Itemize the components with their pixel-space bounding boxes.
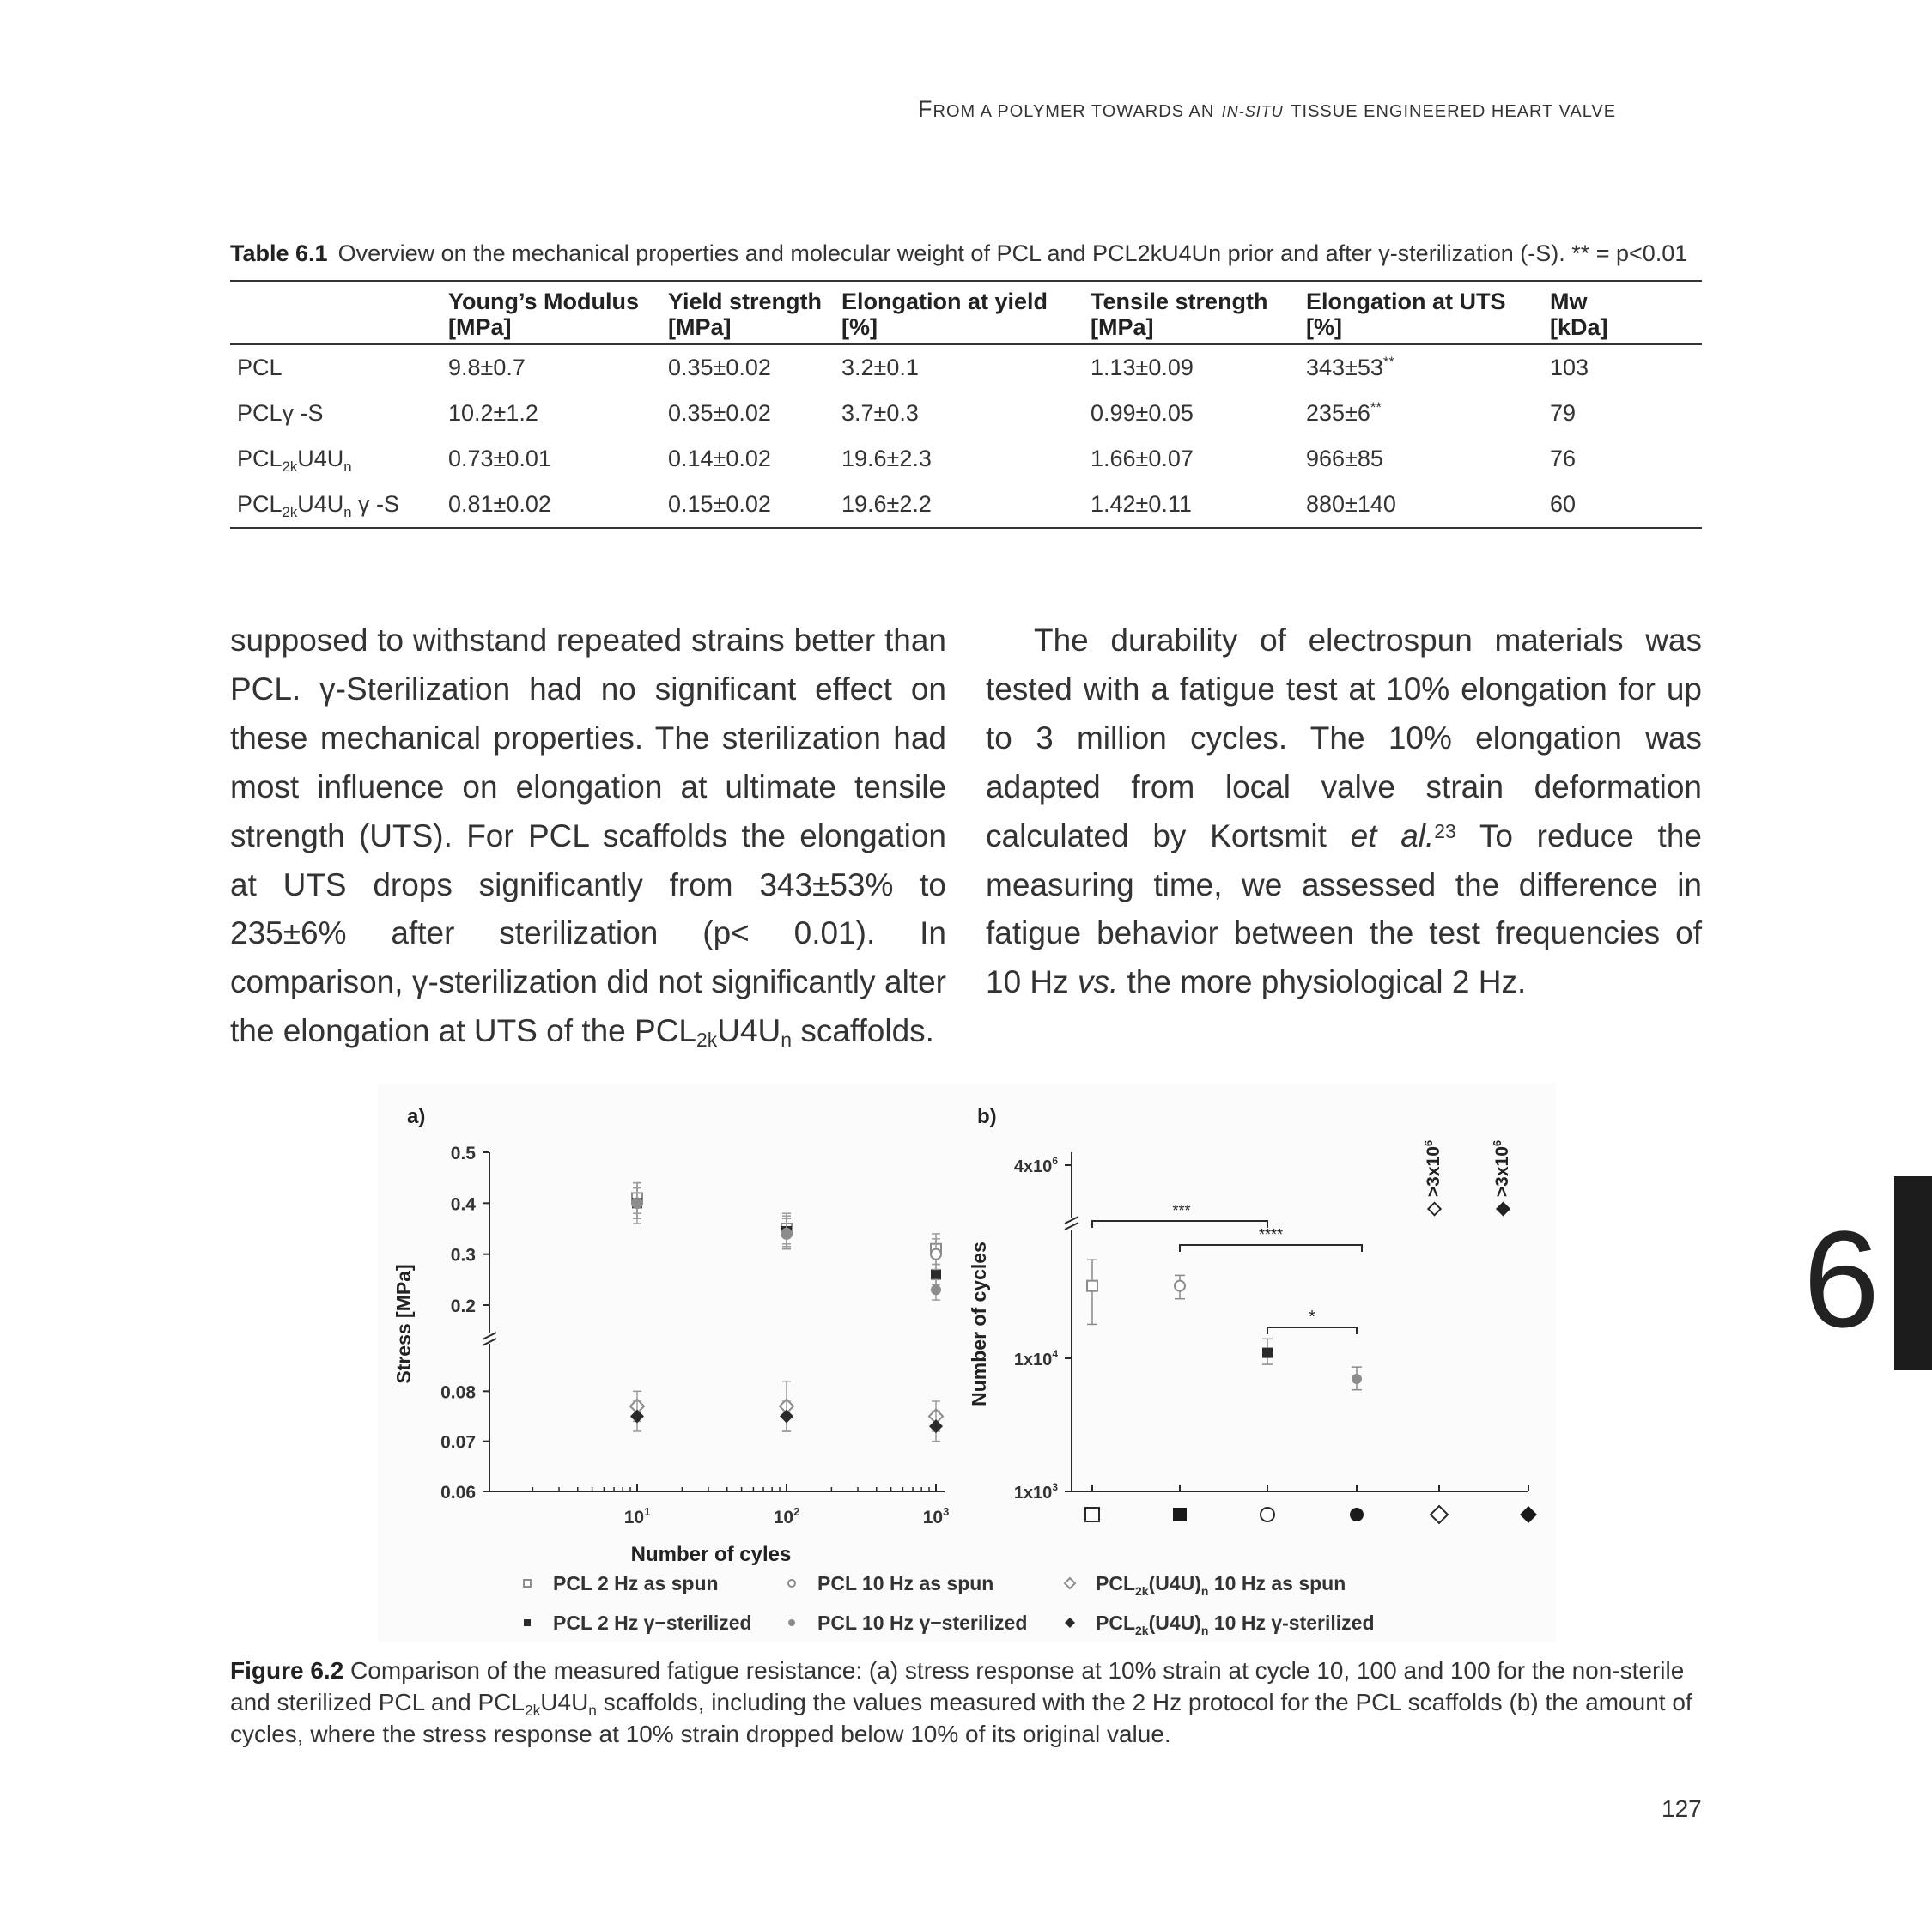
fatigue-figure — [378, 1084, 1556, 1642]
subscript: 2k — [696, 1029, 718, 1052]
table-cell: 966±85 — [1306, 446, 1383, 471]
legend-label: PCL 10 Hz γ−sterilized — [817, 1612, 1028, 1634]
data-point — [1352, 1374, 1362, 1384]
figure-label: Figure 6.2 — [230, 1657, 344, 1684]
caption-text: Comparison of the measured fatigue resistance: (a) stress response at 10% strain at cycle 10, 100 and 100 for the non-sterile and sterilized PCL and PCL — [230, 1657, 1685, 1715]
legend-item — [788, 1572, 993, 1594]
table-header-cell: Yield strength [MPa] — [661, 281, 835, 344]
data-point — [931, 1269, 941, 1279]
category-marker — [1431, 1506, 1448, 1523]
legend-label: $PCL_{2k}(U4U)_n$ 10 Hz as spun — [1096, 1572, 1346, 1598]
table-cell: 79 — [1550, 400, 1577, 426]
table-cell: 0.81±0.02 — [441, 482, 661, 528]
x-tick-label: $10^2$ — [773, 1505, 800, 1527]
table-row — [230, 436, 1702, 482]
panel-a-y-label: Stress [MPa] — [392, 1264, 415, 1384]
data-point — [1262, 1348, 1273, 1358]
table-row — [230, 344, 1702, 391]
subscript: n — [781, 1029, 793, 1052]
table-cell: 60 — [1543, 482, 1702, 528]
running-head — [918, 96, 1616, 123]
figure-6-2 — [378, 1084, 1556, 1642]
panel-a-axis-break — [481, 1333, 498, 1345]
legend-item — [1065, 1572, 1346, 1598]
legend-marker — [524, 1619, 531, 1626]
table-cell: 103 — [1550, 355, 1589, 380]
table-cell: 343±53** — [1306, 354, 1394, 380]
table-caption — [230, 240, 1687, 267]
table-caption-text: Overview on the mechanical properties and molecular weight of PCL and PCL2kU4Un prior and after γ-sterilization (-S). ** = p<0.01 — [337, 240, 1688, 266]
y-tick-label: 0.4 — [450, 1194, 476, 1215]
legend-marker — [524, 1580, 531, 1587]
table-row — [230, 482, 1702, 528]
table-cell: 19.6±2.2 — [835, 482, 1084, 528]
table-cell: 19.6±2.3 — [841, 446, 932, 471]
significance-bracket — [1092, 1202, 1267, 1228]
data-point — [780, 1410, 793, 1424]
running-head-part1: ROM A POLYMER TOWARDS AN — [933, 102, 1215, 121]
body-text: The durability of electrospun materials was tested with a fatigue test at 10% elongation for up to 3 million cycles. The 10% elongation was adapted from local valve strain deformation calculated by Kortsmit — [986, 622, 1702, 853]
panel-a-label: a) — [407, 1105, 426, 1128]
table-header-cell: Tensile strength [MPa] — [1084, 281, 1299, 344]
significance-bracket — [1267, 1308, 1357, 1334]
caption-text: U4U — [540, 1689, 589, 1715]
figure-caption — [230, 1655, 1702, 1750]
properties-table — [230, 280, 1702, 529]
table-header-cell: Elongation at yield [%] — [835, 281, 1084, 344]
caption-text: scaffolds, including the values measured with the 2 Hz protocol for the PCL scaffolds (b) the amount of cycles, where the stress response at 10% strain dropped below 10% of its original value. — [230, 1689, 1692, 1747]
table-header-cell: Young’s Modulus [MPa] — [441, 281, 661, 344]
table-cell: 0.14±0.02 — [668, 446, 771, 471]
significance-label: *** — [1172, 1202, 1191, 1219]
running-head-initial: F — [918, 96, 933, 122]
body-italic: vs. — [1077, 964, 1119, 1000]
legend-marker — [788, 1619, 795, 1626]
table-cell: 0.35±0.02 — [668, 355, 771, 380]
body-text: scaffolds. — [792, 1013, 934, 1049]
y-tick-label: 0.07 — [440, 1432, 476, 1453]
table-header-row — [230, 281, 1702, 344]
legend-item — [524, 1572, 719, 1594]
y-tick-label: 0.06 — [440, 1483, 476, 1503]
citation-superscript: 23 — [1434, 819, 1456, 842]
annotation-filled-diamond: ◆ $>3x10^6$ — [1491, 1139, 1512, 1217]
body-left-column — [230, 616, 946, 1056]
data-point — [1087, 1281, 1097, 1291]
y-tick-label: 0.2 — [450, 1296, 476, 1316]
body-text: supposed to withstand repeated strains better than PCL. γ-Sterilization had no significant effect on these mechanical properties. The sterilization had most influence on elongation at ultimate tensile strength (UTS). For PCL scaffolds the elongation at UTS drops significantly from 343±53% to 235±6% after sterilization (p< 0.01). In comparison, γ-sterilization did not significantly alter the elongation at UTS of the PCL — [230, 622, 946, 1049]
data-point — [781, 1229, 792, 1239]
data-point — [929, 1419, 943, 1433]
table-cell: 0.35±0.02 — [668, 400, 771, 426]
table-label: Table 6.1 — [230, 240, 328, 266]
category-marker — [1173, 1508, 1187, 1521]
panel-b-axis-break — [1063, 1217, 1080, 1230]
data-point — [1175, 1281, 1185, 1291]
body-text: the more physiological 2 Hz. — [1118, 964, 1527, 1000]
table-cell: 0.15±0.02 — [661, 482, 835, 528]
body-text: To reduce the measuring time, we assessed the difference in fatigue behavior between the test frequencies of 10 Hz — [986, 817, 1702, 1000]
running-head-part2: TISSUE ENGINEERED HEART VALVE — [1291, 102, 1617, 121]
table-cell: 880±140 — [1299, 482, 1543, 528]
data-point — [931, 1249, 941, 1260]
y-tick-label: 0.08 — [440, 1382, 476, 1403]
subscript: 2k — [524, 1702, 541, 1719]
table-cell: 1.13±0.09 — [1091, 355, 1194, 380]
legend-item — [788, 1612, 1027, 1634]
subscript: n — [588, 1702, 597, 1719]
data-point — [632, 1198, 642, 1208]
panel-b-y-label: Number of cycles — [968, 1242, 990, 1406]
table-cell: 10.2±1.2 — [448, 400, 538, 426]
y-tick-label: 0.3 — [450, 1245, 476, 1266]
legend-marker — [1065, 1578, 1075, 1588]
category-marker — [1520, 1506, 1537, 1523]
table-cell: 1.42±0.11 — [1084, 482, 1299, 528]
table-cell: 76 — [1550, 446, 1577, 471]
table-cell: 0.99±0.05 — [1091, 400, 1194, 426]
chapter-thumb-tab — [1894, 1176, 1932, 1370]
y-tick-label: $1x10^3$ — [1013, 1481, 1058, 1503]
table-cell: 0.73±0.01 — [448, 446, 551, 471]
data-point — [630, 1410, 644, 1424]
legend-item — [524, 1612, 752, 1634]
data-point — [931, 1284, 941, 1295]
legend-label: PCL 10 Hz as spun — [817, 1572, 994, 1594]
legend-marker — [1065, 1618, 1075, 1628]
row-name-cell: $PCL_{2k}U4U_n$ γ -S — [230, 482, 441, 528]
category-marker — [1085, 1508, 1099, 1521]
table-cell: 3.7±0.3 — [841, 400, 919, 426]
table-header-cell: Elongation at UTS [%] — [1299, 281, 1543, 344]
table-cell: 235±6** — [1306, 399, 1382, 426]
table-cell: 9.8±0.7 — [448, 355, 526, 380]
row-name-cell: PCLγ -S — [237, 400, 324, 426]
row-name-cell: PCL — [237, 355, 283, 380]
y-tick-label: $1x10^4$ — [1013, 1348, 1058, 1369]
category-marker — [1261, 1508, 1274, 1521]
significance-label: **** — [1258, 1226, 1284, 1243]
figure-legend — [524, 1572, 1375, 1637]
legend-label: PCL 2 Hz as spun — [553, 1572, 719, 1594]
table-header-cell: Mw [kDa] — [1543, 281, 1702, 344]
legend-marker — [788, 1580, 795, 1587]
page-number: 127 — [1662, 1795, 1702, 1822]
annotation-open-diamond: ◇ $>3x10^6$ — [1422, 1139, 1443, 1217]
legend-item — [1065, 1612, 1375, 1637]
table-row — [230, 391, 1702, 436]
body-italic: et al. — [1350, 817, 1435, 853]
row-name-cell: $PCL_{2k}U4U_n$ — [237, 446, 352, 475]
panel-a-chart — [392, 1144, 949, 1566]
chapter-number: 6 — [1803, 1202, 1880, 1356]
y-tick-label: 0.5 — [450, 1144, 476, 1163]
x-tick-label: $10^3$ — [922, 1505, 950, 1527]
table-cell: 3.2±0.1 — [841, 355, 919, 380]
table-cell: 1.66±0.07 — [1091, 446, 1194, 471]
y-tick-label: $4x10^6$ — [1013, 1155, 1058, 1176]
body-text: U4U — [717, 1013, 781, 1049]
table-header-cell — [230, 281, 441, 344]
panel-b-chart — [968, 1140, 1537, 1523]
legend-label: $PCL_{2k}(U4U)_n$ 10 Hz γ-sterilized — [1096, 1612, 1375, 1637]
significance-bracket — [1180, 1226, 1362, 1252]
running-head-italic: IN-SITU — [1221, 103, 1284, 120]
legend-label: PCL 2 Hz γ−sterilized — [553, 1612, 752, 1634]
category-marker — [1350, 1508, 1364, 1521]
significance-label: * — [1309, 1308, 1315, 1327]
panel-b-label: b) — [977, 1105, 997, 1128]
panel-a-x-label: Number of cyles — [630, 1543, 792, 1566]
body-right-column — [986, 616, 1702, 1007]
x-tick-label: $10^1$ — [623, 1505, 651, 1527]
